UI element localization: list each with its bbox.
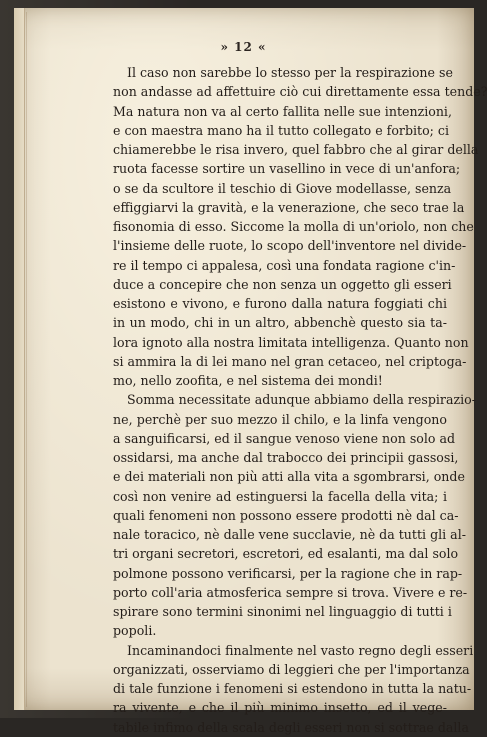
- text-line: ne, perchè per suo mezzo il chilo, e la linfa vengono: [113, 411, 447, 427]
- text-line: organizzati, osserviamo di leggieri che per l'importanza: [113, 661, 470, 677]
- text-line: tabile infimo della scala degli esseri non si sottrae dalla: [113, 719, 469, 735]
- text-line: polmone possono verificarsi, per la ragione che in rap-: [113, 565, 463, 581]
- text-line: popoli.: [113, 623, 157, 639]
- text-line: ossidarsi, ma anche dal trabocco dei principii gassosi,: [113, 450, 459, 465]
- text-line: nale toracico, nè dalle vene succlavie, nè da tutti gli al-: [113, 527, 466, 542]
- page-number-header: » 12 «: [220, 40, 267, 54]
- page-edge-stack: [14, 8, 25, 710]
- text-line: in un modo, chi in un altro, abbenchè questo sia ta-: [113, 315, 447, 331]
- text-line: di tale funzione i fenomeni si estendono in tutta la natu-: [113, 681, 472, 696]
- text-line: lora ignoto alla nostra limitata intelligenza. Quanto non: [113, 334, 469, 350]
- text-line: Ma natura non va al certo fallita nelle sue intenzioni,: [113, 103, 452, 119]
- text-line: spirare sono termini sinonimi nel linguaggio di tutti i: [113, 604, 452, 619]
- text-line: re il tempo ci appalesa, così una fondata ragione c'in-: [113, 257, 456, 273]
- text-line: non andasse ad affettuire ciò cui direttamente essa tende?: [113, 84, 487, 100]
- text-line: a sanguificarsi, ed il sangue venoso viene non solo ad: [113, 430, 456, 446]
- text-line: Il caso non sarebbe lo stesso per la respirazione se: [127, 65, 453, 80]
- text-line: o se da scultore il teschio di Giove modellasse, senza: [113, 180, 452, 196]
- text-line: quali fenomeni non possono essere prodotti nè dal ca-: [113, 507, 459, 523]
- text-line: e con maestra mano ha il tutto collegato e forbito; ci: [113, 122, 450, 138]
- page-edge-line: [26, 12, 31, 707]
- text-line: Incaminandoci finalmente nel vasto regno degli esseri: [127, 642, 474, 658]
- text-line: tri organi secretori, escretori, ed esalanti, ma dal solo: [113, 546, 459, 562]
- text-line: ra vivente, e che il più minimo insetto, ed il vege-: [113, 700, 447, 716]
- text-line: mo, nello zoofita, e nel sistema dei mondi!: [113, 373, 383, 388]
- text-line: e dei materiali non più atti alla vita a sgombrarsi, onde: [113, 469, 465, 485]
- text-line: Somma necessitate adunque abbiamo della respirazio-: [127, 392, 476, 408]
- text-line: così non venire ad estinguersi la facella della vita; i: [113, 488, 447, 504]
- text-line: duce a concepire che non senza un oggetto gli esseri: [113, 276, 452, 292]
- text-line: l'insieme delle ruote, lo scopo dell'inventore nel divide-: [113, 238, 467, 254]
- body-text: [113, 63, 487, 737]
- text-line: effiggiarvi la gravità, e la venerazione, che seco trae la: [113, 199, 465, 215]
- text-line: si ammira la di lei mano nel gran cetaceo, nel criptoga-: [113, 353, 467, 369]
- text-line: fisonomia di esso. Siccome la molla di un'oriolo, non che: [113, 219, 474, 234]
- text-line: ruota facesse sortire un vasellino in vece di un'anfora;: [113, 161, 461, 177]
- text-line: esistono e vivono, e furono dalla natura foggiati chi: [113, 296, 447, 311]
- text-line: chiamerebbe le risa invero, quel fabbro che al girar della: [113, 142, 479, 157]
- text-line: porto coll'aria atmosferica sempre si trova. Vivere e re-: [113, 584, 468, 600]
